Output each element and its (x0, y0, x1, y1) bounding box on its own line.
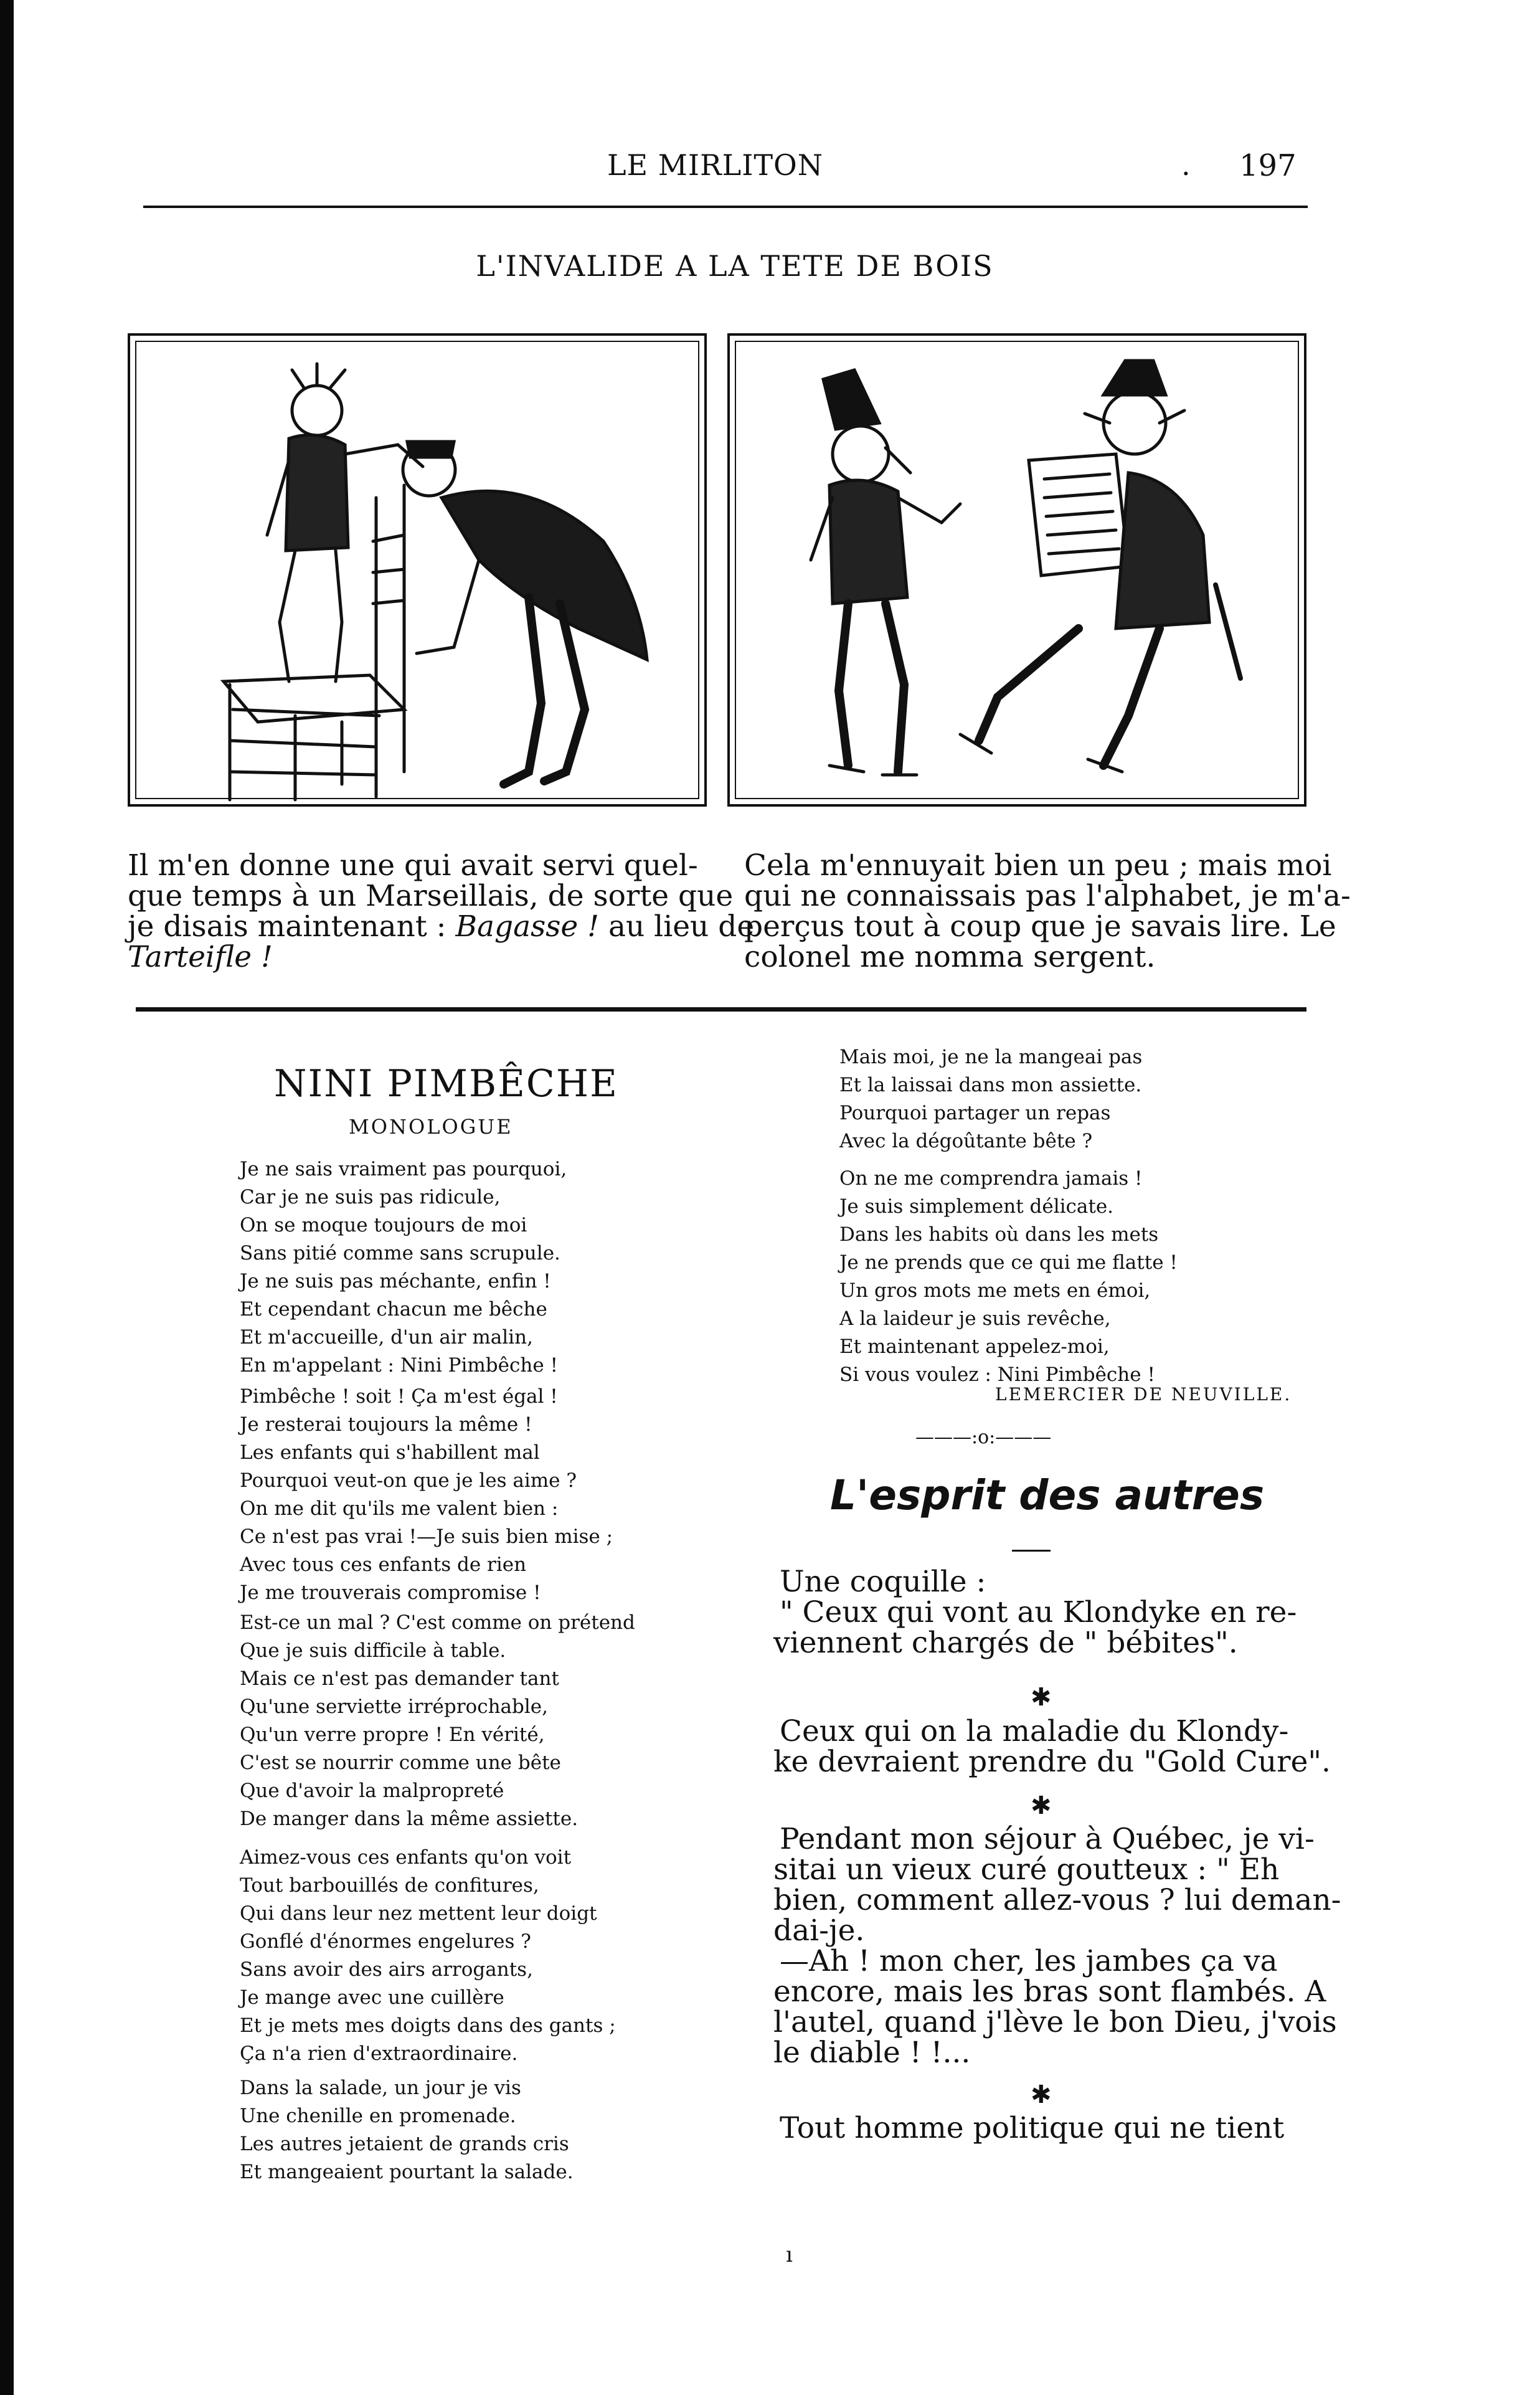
poem-line: Pimbêche ! soit ! Ça m'est égal ! (240, 1385, 558, 1408)
prose-line: encore, mais les bras sont flambés. A (773, 1975, 1326, 2009)
poem-line: Les enfants qui s'habillent mal (240, 1441, 540, 1464)
poem-line: Pourquoi partager un repas (839, 1102, 1111, 1124)
page-number: 197 (1239, 148, 1297, 183)
poem-line: Je ne sais vraiment pas pourquoi, (240, 1158, 567, 1180)
poem-stanza (839, 1165, 1178, 1389)
printer-mark: ı (786, 2242, 793, 2267)
prose-line: le diable ! !... (773, 2036, 971, 2070)
poem-line: On ne me comprendra jamais ! (839, 1167, 1143, 1190)
cartoon-title: L'INVALIDE A LA TETE DE BOIS (476, 249, 994, 283)
poem-line: Mais ce n'est pas demander tant (240, 1667, 559, 1690)
poem-line: Que d'avoir la malpropreté (240, 1780, 504, 1802)
poem-line: Aimez-vous ces enfants qu'on voit (240, 1846, 572, 1869)
prose-line: Pendant mon séjour à Québec, je vi- (780, 1822, 1315, 1856)
prose-line: Une coquille : (780, 1565, 986, 1599)
caption-line: colonel me nomma sergent. (744, 940, 1156, 974)
poem-line: Une chenille en promenade. (240, 2105, 516, 2127)
poem-line: Qu'un verre propre ! En vérité, (240, 1724, 545, 1746)
poem-line: Et mangeaient pourtant la salade. (240, 2161, 574, 2183)
header-rule (143, 206, 1308, 208)
poem-line: On se moque toujours de moi (240, 1214, 527, 1236)
poem-line: Je ne prends que ce qui me flatte ! (839, 1251, 1178, 1274)
poem-line: Je resterai toujours la même ! (240, 1413, 532, 1436)
poem-line: Je mange avec une cuillère (240, 1986, 504, 2009)
poem-line: A la laideur je suis revêche, (839, 1307, 1111, 1330)
page-edge-shadow (0, 0, 14, 2395)
poem-line: Car je ne suis pas ridicule, (240, 1186, 501, 1208)
poem-line: Sans avoir des airs arrogants, (240, 1958, 533, 1981)
poem-line: Et m'accueille, d'un air malin, (240, 1326, 533, 1349)
poem-line: Pourquoi veut-on que je les aime ? (240, 1469, 577, 1492)
poem-line: Je suis simplement délicate. (839, 1195, 1114, 1218)
section-rule (136, 1007, 1306, 1012)
running-title: LE MIRLITON (607, 148, 824, 182)
running-header (143, 148, 1326, 192)
poem-line: Et je mets mes doigts dans des gants ; (240, 2014, 616, 2037)
caption-left (128, 848, 755, 974)
cartoon-illustration-left (130, 336, 704, 804)
poem-subtitle: MONOLOGUE (349, 1115, 513, 1139)
poem-stanza (240, 1844, 616, 2068)
poem-line: Ce n'est pas vrai !—Je suis bien mise ; (240, 1525, 613, 1548)
poem-line: En m'appelant : Nini Pimbêche ! (240, 1354, 558, 1377)
poem-line: Et cependant chacun me bêche (240, 1298, 547, 1321)
poem-line: Est-ce un mal ? C'est comme on prétend (240, 1611, 635, 1634)
asterism: ✱ (1031, 1791, 1052, 1820)
cartoon-panel-right (727, 333, 1306, 807)
poem-stanza (240, 1155, 567, 1380)
poem-line: Dans la salade, un jour je vis (240, 2077, 521, 2099)
section-separator: ———:o:——— (915, 1426, 1052, 1448)
prose-line: l'autel, quand j'lève le bon Dieu, j'vois (773, 2005, 1337, 2039)
header-dot: . (1181, 148, 1191, 182)
prose-line: Tout homme politique qui ne tient (780, 2111, 1285, 2145)
poem-line: C'est se nourrir comme une bête (240, 1752, 561, 1774)
esprit-paragraph (773, 1824, 1341, 2068)
prose-line: bien, comment allez-vous ? lui deman- (773, 1883, 1341, 1917)
cartoon-illustration-right (730, 336, 1304, 804)
asterism: ✱ (1031, 2080, 1052, 2109)
poem-stanza (240, 1609, 635, 1833)
poem-line: Ça n'a rien d'extraordinaire. (240, 2042, 518, 2065)
poem-line: Les autres jetaient de grands cris (240, 2133, 569, 2155)
caption-line: Il m'en donne une qui avait servi quel- (128, 848, 698, 883)
caption-line: qui ne connaissais pas l'alphabet, je m'a- (744, 879, 1351, 913)
caption-line: Cela m'ennuyait bien un peu ; mais moi (744, 848, 1332, 883)
caption-line: je disais maintenant : Bagasse ! au lieu de (128, 909, 755, 944)
esprit-paragraph (773, 2113, 1284, 2143)
poem-line: Et la laissai dans mon assiette. (839, 1074, 1142, 1096)
esprit-paragraph (773, 1716, 1331, 1777)
prose-line: sitai un vieux curé goutteux : " Eh (773, 1852, 1280, 1887)
prose-line: dai-je. (773, 1914, 865, 1948)
poem-line: Tout barbouillés de confitures, (240, 1874, 539, 1897)
poem-line: Et maintenant appelez-moi, (839, 1335, 1110, 1358)
esprit-title-underline (1012, 1550, 1051, 1552)
caption-right (744, 848, 1351, 974)
poem-stanza (240, 1383, 613, 1607)
poem-line: Mais moi, je ne la mangeai pas (839, 1046, 1143, 1068)
poem-line: Dans les habits où dans les mets (839, 1223, 1159, 1246)
poem-line: Qu'une serviette irréprochable, (240, 1695, 548, 1718)
prose-line: —Ah ! mon cher, les jambes ça va (780, 1944, 1278, 1978)
poem-stanza (839, 1043, 1142, 1155)
poem-line: Avec la dégoûtante bête ? (839, 1130, 1093, 1152)
poem-line: Un gros mots me mets en émoi, (839, 1279, 1151, 1302)
cartoon-panel-left (128, 333, 707, 807)
poem-signature: LEMERCIER DE NEUVILLE. (995, 1384, 1292, 1405)
caption-line: Tarteifle ! (128, 940, 273, 974)
asterism: ✱ (1031, 1683, 1052, 1712)
poem-line: Sans pitié comme sans scrupule. (240, 1242, 560, 1264)
poem-stanza (240, 2074, 574, 2186)
caption-line: que temps à un Marseillais, de sorte que (128, 879, 734, 913)
prose-line: Ceux qui on la maladie du Klondy- (780, 1714, 1289, 1748)
poem-line: Avec tous ces enfants de rien (240, 1553, 527, 1576)
poem-line: Que je suis difficile à table. (240, 1639, 506, 1662)
esprit-paragraph (773, 1567, 1297, 1658)
poem-line: Qui dans leur nez mettent leur doigt (240, 1902, 597, 1925)
poem-line: De manger dans la même assiette. (240, 1808, 579, 1830)
poem-title: NINI PIMBÊCHE (274, 1062, 618, 1106)
caption-line: perçus tout à coup que je savais lire. Le (744, 909, 1336, 944)
poem-line: Si vous voulez : Nini Pimbêche ! (839, 1363, 1155, 1386)
poem-line: On me dit qu'ils me valent bien : (240, 1497, 559, 1520)
poem-line: Je me trouverais compromise ! (240, 1582, 541, 1604)
prose-line: ke devraient prendre du "Gold Cure". (773, 1745, 1331, 1779)
poem-line: Gonflé d'énormes engelures ? (240, 1930, 531, 1953)
esprit-title: L'esprit des autres (830, 1471, 1265, 1519)
poem-line: Je ne suis pas méchante, enfin ! (240, 1270, 551, 1292)
prose-line: viennent chargés de " bébites". (773, 1626, 1238, 1660)
prose-line: " Ceux qui vont au Klondyke en re- (780, 1595, 1297, 1629)
